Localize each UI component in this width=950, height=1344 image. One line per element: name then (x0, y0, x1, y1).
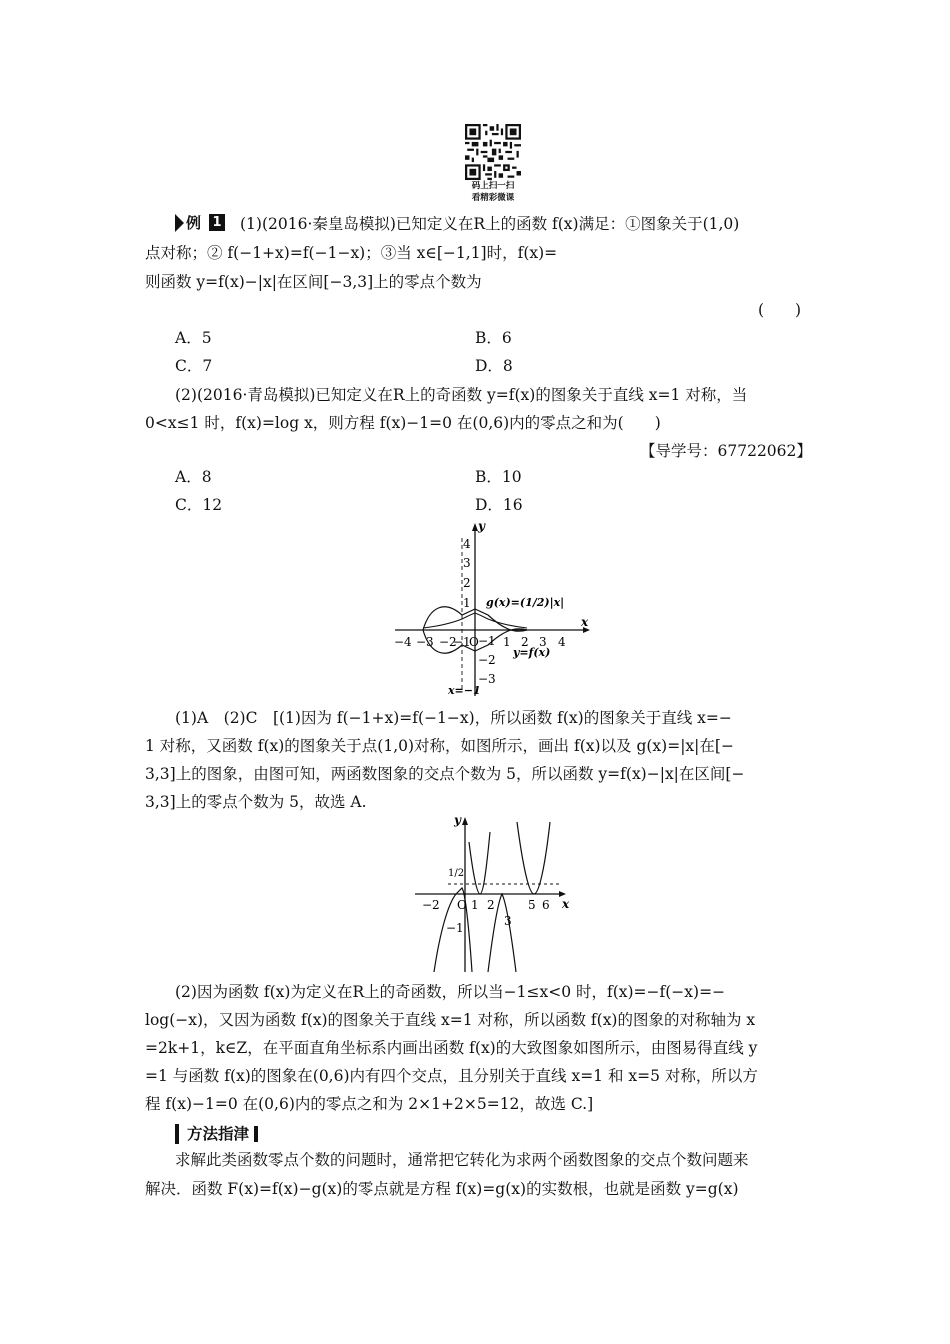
fig1-x-axis-label: x (581, 615, 589, 629)
fig2-y-axis-label: y (454, 813, 461, 827)
answer-paren: ( ) (758, 301, 802, 319)
fig1-ytick: −1 (478, 634, 496, 648)
fig1-ytick: 4 (463, 537, 471, 551)
problem2-line2: 0<x≤1 时，f(x)=log x，则方程 f(x)−1=0 在(0,6)内的零点之和为( ) (145, 414, 661, 432)
fig1-g-label: g(x)=(1/2)|x| (486, 596, 565, 609)
fig1-ytick: −2 (478, 653, 496, 667)
fig1-xtick: −1 (453, 635, 471, 649)
solution1-line1: (1)A (2)C [(1)因为 f(−1+x)=f(−1−x)，所以函数 f(x)的图象关于直线 x=− (175, 709, 732, 727)
fig1-xtick: −3 (416, 635, 434, 649)
fig1-xtick: 1 (503, 635, 511, 649)
problem1-line3: 则函数 y=f(x)−|x|在区间[−3,3]上的零点个数为 (145, 273, 482, 291)
solution1-line4: 3,3]上的零点个数为 5，故选 A. (145, 793, 367, 811)
solution2-line4: =1 与函数 f(x)的图象在(0,6)内有四个交点，且分别关于直线 x=1 和 x=5 对称，所以方 (145, 1067, 758, 1085)
fig1-f-label: y=f(x) (513, 646, 551, 659)
method-heading: 方法指津 (175, 1124, 249, 1144)
fig1-xtick: O (469, 635, 479, 649)
fig2-neg1-label: −1 (446, 921, 464, 935)
guide-number: 【导学号：67722062】 (640, 442, 812, 460)
qr-caption-1: 码上扫一扫 (471, 181, 515, 191)
qr-caption-2: 看精彩微课 (471, 193, 515, 203)
solution1-line2: 1 对称，又函数 f(x)的图象关于点(1,0)对称，如图所示，画出 f(x)以及 g(x)=|x|在[− (145, 737, 734, 755)
problem1-line2: 点对称；② f(−1+x)=f(−1−x)；③当 x∈[−1,1]时，f(x)= (145, 244, 558, 262)
fig2-xtick: 1 (471, 898, 479, 912)
qr-code (465, 124, 521, 180)
fig1-y-axis-label: y (478, 519, 485, 533)
solution2-line3: =2k+1，k∈Z，在平面直角坐标系内画出函数 f(x)的大致图象如图所示，由图易得直线 y (145, 1039, 758, 1057)
option-1b: B．6 (475, 329, 512, 347)
solution2-line1: (2)因为函数 f(x)为定义在R上的奇函数，所以当−1≤x<0 时，f(x)=−f(−x)=− (175, 983, 726, 1001)
fig1-xtick: −2 (439, 635, 457, 649)
solution2-line2: log(−x)，又因为函数 f(x)的图象关于直线 x=1 对称，所以函数 f(x)的图象的对称轴为 x (145, 1011, 756, 1029)
method-line1: 求解此类函数零点个数的问题时，通常把它转化为求两个函数图象的交点个数问题来 (175, 1151, 749, 1169)
option-2a: A．8 (175, 468, 212, 486)
option-1d: D．8 (475, 357, 513, 375)
fig2-x-axis-label: x (562, 897, 570, 911)
figure-2-graph (410, 812, 575, 974)
fig1-xtick: 4 (558, 635, 566, 649)
solution2-line5: 程 f(x)−1=0 在(0,6)内的零点之和为 2×1+2×5=12，故选 C.] (145, 1095, 594, 1113)
fig2-xtick: 2 (487, 898, 495, 912)
method-line2: 解决．函数 F(x)=f(x)−g(x)的零点就是方程 f(x)=g(x)的实数根，也就是函数 y=g(x) (145, 1180, 739, 1198)
fig1-xtick: −4 (394, 635, 412, 649)
option-2c: C．12 (175, 496, 223, 514)
option-2d: D．16 (475, 496, 523, 514)
problem1-line1: (1)(2016·秦皇岛模拟)已知定义在R上的函数 f(x)满足：①图象关于(1,0) (240, 215, 740, 233)
fig2-xtick: −2 (422, 898, 440, 912)
fig1-line-label: x=−1 (448, 684, 481, 697)
fig2-xtick: 5 (528, 898, 536, 912)
option-1c: C．7 (175, 357, 213, 375)
fig2-xtick: 6 (542, 898, 550, 912)
example-badge-number: 1 (209, 214, 225, 231)
fig2-xtick: O (457, 898, 467, 912)
option-1a: A．5 (175, 329, 212, 347)
fig1-ytick: −3 (478, 672, 496, 686)
fig1-ytick: 2 (463, 576, 471, 590)
fig1-ytick: 3 (463, 556, 471, 570)
solution1-line3: 3,3]上的图象，由图可知，两函数图象的交点个数为 5，所以函数 y=f(x)−|x|在区间[− (145, 765, 745, 783)
problem2-line1: (2)(2016·青岛模拟)已知定义在R上的奇函数 y=f(x)的图象关于直线 x=1 对称，当 (175, 386, 748, 404)
fig2-xtick: 3 (504, 914, 512, 928)
fig1-ytick: 1 (463, 596, 471, 610)
fig1-xtick: 2 (521, 635, 529, 649)
fig2-half-label: 1/2 (448, 868, 465, 879)
example-badge-label: 例 (186, 214, 202, 232)
figure-1-graph (390, 518, 600, 700)
option-2b: B．10 (475, 468, 522, 486)
fig1-xtick: 3 (539, 635, 547, 649)
